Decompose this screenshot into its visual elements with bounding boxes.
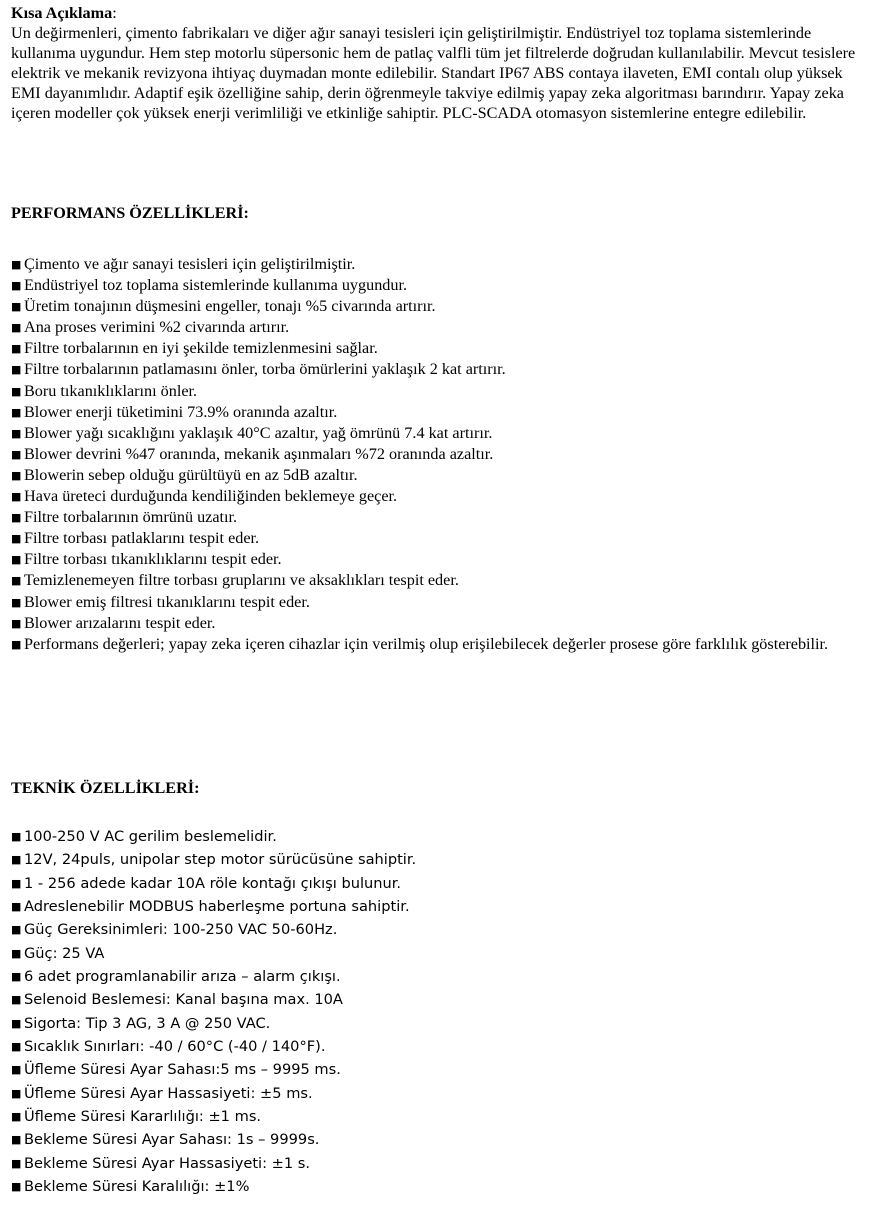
- bullet-square-icon: ■: [11, 532, 22, 546]
- bullet-square-icon: ■: [11, 637, 22, 651]
- performance-list-item: [11, 549, 867, 570]
- bullet-square-icon: ■: [11, 384, 22, 398]
- bullet-square-icon: ■: [11, 1156, 22, 1170]
- technical-item-text: Sigorta: Tip 3 AG, 3 A @ 250 VAC.: [24, 1014, 271, 1032]
- technical-item-text: Bekleme Süresi Ayar Sahası: 1s – 9999s.: [24, 1131, 320, 1149]
- bullet-square-icon: ■: [11, 300, 22, 314]
- technical-item-text: Üfleme Süresi Ayar Sahası:5 ms – 9995 ms.: [24, 1061, 341, 1079]
- bullet-square-icon: ■: [11, 1133, 22, 1147]
- performance-item-text: Blower emiş filtresi tıkanıklarını tespit eder.: [24, 592, 310, 611]
- performance-item-text: Hava üreteci durduğunda kendiliğinden beklemeye geçer.: [24, 487, 398, 506]
- bullet-square-icon: ■: [11, 616, 22, 630]
- performance-list-item: [11, 338, 867, 359]
- performance-item-text: Endüstriyel toz toplama sistemlerinde kullanıma uygundur.: [24, 276, 408, 295]
- performance-item-text: Performans değerleri; yapay zeka içeren cihazlar için verilmiş olup erişilebilecek değerler prosese göre farklılık gösterebilir.: [24, 634, 829, 653]
- bullet-square-icon: ■: [11, 363, 22, 377]
- bullet-square-icon: ■: [11, 279, 22, 293]
- performance-item-text: Blower arızalarını tespit eder.: [24, 613, 216, 632]
- bullet-square-icon: ■: [11, 447, 22, 461]
- bullet-square-icon: ■: [11, 511, 22, 525]
- performance-list-item: [11, 402, 867, 423]
- technical-list-item: [11, 942, 867, 965]
- technical-item-text: Üfleme Süresi Kararlılığı: ±1 ms.: [24, 1108, 262, 1126]
- bullet-square-icon: ■: [11, 1016, 22, 1030]
- performance-item-text: Blower devrini %47 oranında, mekanik aşınmaları %72 oranında azaltır.: [24, 444, 494, 463]
- performance-list-item: [11, 592, 867, 613]
- technical-item-text: Üfleme Süresi Ayar Hassasiyeti: ±5 ms.: [24, 1084, 313, 1102]
- bullet-square-icon: ■: [11, 1180, 22, 1194]
- performance-list-item: [11, 444, 867, 465]
- technical-list-item: [11, 1175, 867, 1198]
- technical-list-item: [11, 895, 867, 918]
- bullet-square-icon: ■: [11, 258, 22, 271]
- bullet-square-icon: ■: [11, 970, 22, 984]
- bullet-square-icon: ■: [11, 1086, 22, 1100]
- technical-list-item: [11, 1012, 867, 1035]
- bullet-square-icon: ■: [11, 595, 22, 609]
- performance-item-text: Blowerin sebep olduğu gürültüyü en az 5dB azaltır.: [24, 465, 358, 484]
- bullet-square-icon: ■: [11, 1110, 22, 1124]
- technical-item-text: 12V, 24puls, unipolar step motor sürücüsüne sahiptir.: [24, 851, 417, 869]
- performance-heading: PERFORMANS ÖZELLİKLERİ:: [11, 204, 249, 222]
- performance-list-item: [11, 570, 867, 591]
- performance-item-text: Blower yağı sıcaklığını yaklaşık 40°C azaltır, yağ ömrünü 7.4 kat artırır.: [24, 423, 493, 442]
- bullet-square-icon: ■: [11, 853, 22, 867]
- technical-list-item: [11, 1152, 867, 1175]
- bullet-square-icon: ■: [11, 468, 22, 482]
- performance-item-text: Filtre torbalarının ömrünü uzatır.: [24, 508, 238, 527]
- performance-item-text: Blower enerji tüketimini 73.9% oranında azaltır.: [24, 402, 338, 421]
- short-description-text: Un değirmenleri, çimento fabrikaları ve diğer ağır sanayi tesisleri için geliştirilmiştir. Endüstriyel toz toplama sistemlerinde kullanıma uygundur. Hem step motorlu süpersonic hem de patlaç valfli tüm jet filtrelerde doğrudan kullanılabilir. Mevcut tesislere elektrik ve mekanik revizyona ihtiyaç duymadan monte edilebilir. Standart IP67 ABS contaya ilaveten, EMI contalı olup yüksek EMI dayanımlıdır. Adaptif eşik özelliğine sahip, derin öğrenmeyle takviye edilmiş yapay zeka algoritması barındırır. Yapay zeka içeren modeller çok yüksek enerji verimliliği ve etkinliğe sahiptir. PLC-SCADA otomasyon sistemlerine entegre edilebilir.: [11, 24, 856, 122]
- bullet-square-icon: ■: [11, 426, 22, 440]
- performance-item-text: Filtre torbası patlaklarını tespit eder.: [24, 529, 260, 548]
- bullet-square-icon: ■: [11, 1040, 22, 1054]
- bullet-square-icon: ■: [11, 405, 22, 419]
- technical-item-text: Güç: 25 VA: [24, 944, 105, 962]
- technical-list-item: [11, 872, 867, 895]
- bullet-square-icon: ■: [11, 946, 22, 960]
- performance-item-text: Filtre torbası tıkanıklıklarını tespit eder.: [24, 550, 282, 569]
- performance-list-item: [11, 507, 867, 528]
- bullet-square-icon: ■: [11, 342, 22, 356]
- bullet-square-icon: ■: [11, 553, 22, 567]
- technical-list: [11, 825, 867, 1199]
- technical-list-item: [11, 1105, 867, 1128]
- technical-list-item: [11, 825, 867, 848]
- short-description: Kısa Açıklama: Un değirmenleri, çimento fabrikaları ve diğer ağır sanayi tesisleri için geliştirilmiştir. Endüstriyel toz toplama sistemlerinde kullanıma uygundur. Hem step motorlu süpersonic hem de patlaç valfli tüm jet filtrelerde doğrudan kullanılabilir. Mevcut tesislere elektrik ve mekanik revizyona ihtiyaç duymadan monte edilebilir. Standart IP67 ABS contaya ilaveten, EMI contalı olup yüksek EMI dayanımlıdır. Adaptif eşik özelliğine sahip, derin öğrenmeyle takviye edilmiş yapay zeka algoritması barındırır. Yapay zeka içeren modeller çok yüksek enerji verimliliği ve etkinliğe sahiptir. PLC-SCADA otomasyon sistemlerine entegre edilebilir.: [11, 4, 856, 122]
- bullet-square-icon: ■: [11, 993, 22, 1007]
- performance-item-text: Ana proses verimini %2 civarında artırır.: [24, 318, 290, 337]
- performance-list-item: [11, 486, 867, 507]
- technical-list-item: [11, 988, 867, 1011]
- bullet-square-icon: ■: [11, 574, 22, 588]
- technical-item-text: Güç Gereksinimleri: 100-250 VAC 50-60Hz.: [24, 921, 338, 939]
- bullet-square-icon: ■: [11, 1063, 22, 1077]
- technical-item-text: Bekleme Süresi Karalılığı: ±1%: [24, 1178, 250, 1196]
- technical-list-item: [11, 965, 867, 988]
- performance-list-item: [11, 296, 867, 317]
- technical-item-text: 1 - 256 adede kadar 10A röle kontağı çıkışı bulunur.: [24, 874, 402, 892]
- performance-list-item: [11, 254, 867, 275]
- bullet-square-icon: ■: [11, 321, 22, 335]
- performance-list-item: [11, 613, 867, 634]
- technical-list-item: [11, 848, 867, 871]
- technical-item-text: Selenoid Beslemesi: Kanal başına max. 10A: [24, 991, 343, 1009]
- performance-item-text: Filtre torbalarının patlamasını önler, torba ömürlerini yaklaşık 2 kat artırır.: [24, 360, 506, 379]
- performance-item-text: Çimento ve ağır sanayi tesisleri için geliştirilmiştir.: [24, 255, 356, 273]
- technical-list-item: [11, 1035, 867, 1058]
- technical-list-item: [11, 1058, 867, 1081]
- bullet-square-icon: ■: [11, 830, 22, 843]
- performance-item-text: Temizlenemeyen filtre torbası gruplarını ve aksaklıkları tespit eder.: [24, 571, 459, 590]
- technical-list-item: [11, 918, 867, 941]
- performance-item-text: Üretim tonajının düşmesini engeller, tonajı %5 civarında artırır.: [24, 297, 436, 316]
- performance-list-item: [11, 528, 867, 549]
- technical-item-text: 100-250 V AC gerilim beslemelidir.: [24, 828, 277, 845]
- performance-item-text: Filtre torbalarının en iyi şekilde temizlenmesini sağlar.: [24, 339, 378, 358]
- technical-item-text: Bekleme Süresi Ayar Hassasiyeti: ±1 s.: [24, 1154, 311, 1172]
- performance-list-item: [11, 317, 867, 338]
- bullet-square-icon: ■: [11, 900, 22, 914]
- bullet-square-icon: ■: [11, 876, 22, 890]
- technical-item-text: Adreslenebilir MODBUS haberleşme portuna sahiptir.: [24, 898, 410, 916]
- performance-list-item: [11, 634, 867, 655]
- technical-heading: TEKNİK ÖZELLİKLERİ:: [11, 779, 200, 797]
- short-description-label: Kısa Açıklama: [11, 4, 113, 22]
- performance-item-text: Boru tıkanıklıklarını önler.: [24, 381, 198, 400]
- performance-list: [11, 254, 867, 655]
- technical-list-item: [11, 1128, 867, 1151]
- performance-list-item: [11, 275, 867, 296]
- bullet-square-icon: ■: [11, 490, 22, 504]
- technical-item-text: 6 adet programlanabilir arıza – alarm çıkışı.: [24, 968, 341, 986]
- performance-list-item: [11, 465, 867, 486]
- performance-list-item: [11, 423, 867, 444]
- performance-list-item: [11, 359, 867, 380]
- technical-list-item: [11, 1082, 867, 1105]
- technical-item-text: Sıcaklık Sınırları: -40 / 60°C (-40 / 140°F).: [24, 1038, 326, 1056]
- performance-list-item: [11, 381, 867, 402]
- bullet-square-icon: ■: [11, 923, 22, 937]
